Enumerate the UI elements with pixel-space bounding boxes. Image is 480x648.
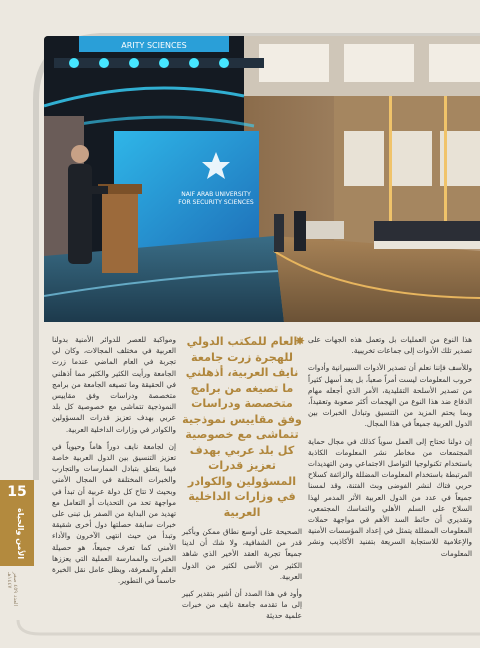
page-number: 15 bbox=[7, 484, 27, 500]
article-column-right bbox=[308, 334, 472, 565]
section-tab bbox=[0, 480, 34, 566]
paragraph: وللأسف فإننا نعلم أن تصدير الأدوات السيبرانية وأدوات حروب المعلومات ليست أمراً صعباً، بل يعد أسهل كثيراً من تصدير الأسلحة التقليدية، الأمر الذي أجعله مهام الدفاع ضد هذا النوع من الهجمات أكثر صعوبة وتعقيداً، وبما يحتم المزيد من التنسيق وتبادل الخبرات بين الدول العربية جميعاً في هذا المجال. bbox=[308, 363, 472, 429]
screen-banner-text: ARITY SCIENCES bbox=[121, 41, 187, 50]
paragraph: إن لجامعة نايف دوراً هاماً وحيوياً في تعزيز التنسيق بين الدول العربية خاصة فيما يتعلق بتبادل الممارسات والتجارب والخبرات المختلفة في المجال الأمني وبحيث لا تتاح كل دولة عربية أن تبدأ في مواجهة تحد من التحديات أو التعامل مع تهديد من البداية من الصفر بل تبنى على خبرات سابقة حصلتها دول أخرى شقيقة وتبدأ من حيث انتهى الآخرون والأداء الأمني كما تعرف جميعاً، هو حصيلة الخبرات والممارسة العملية التي يعززها العلم والمعرفة، ويظل عامل نقل الخبرة حاسماً في التطوير. bbox=[52, 441, 176, 586]
article-column-middle bbox=[182, 334, 302, 628]
issue-text: العدد ٤٥٩ صفر ١٤٤٧هـ bbox=[6, 572, 18, 607]
pull-quote: العام للمكتب الدولي للهجرة زرت جامعة نايف العربية، أذهلني ما تصيغه من برامج متخصصة ودراسات وفق مقاييس نموذجية تتماشى مع خصوصية كل بلد عربي بهدف تعزيز قدرات المسؤولين والكوادر في وزارات الداخلية العربية bbox=[182, 335, 302, 519]
paragraph: وأود في هذا الصدد أن أشير بتقدير كبير إلى ما تقدمه جامعة نايف من خبرات علمية حديثة bbox=[182, 589, 302, 621]
section-label: الأمن والحياة bbox=[16, 508, 25, 560]
paragraph: ومواكبة للعصر للدوائر الأمنية بدولنا العربية في مختلف المجالات، وكان لي تجربة في العام الماضي عندما زرت الجامعة ورأيت الكثير والكثير مما أذهلني في الحقيقة وما تصيغه الجامعة من برامج متخصصة ودراسات وفق مقاييس النموذجية تتماشى مع خصوصية كل بلد عربي بهدف تعزيز قدرات المسؤولين والكوادر في وزارات الداخلية العربية. bbox=[52, 335, 176, 434]
paragraph: الصحيحة على أوسع نطاق ممكن وبأكبر قدر من الشفافية، ولا شك أن لدينا جميعاً تجربة العقد الأخير الذي شاهد الكثير من الأسى لكثير من الدول العربية. bbox=[182, 527, 302, 581]
paragraph: هذا النوع من العمليات بل وتعمل هذه الجهات على تصدير تلك الأدوات إلى جماعات تخريبية. bbox=[308, 335, 472, 356]
screen-title-line1: NAIF ARAB UNIVERSITY bbox=[181, 191, 251, 198]
event-photo bbox=[44, 36, 480, 322]
quote-star-icon: ✸ bbox=[295, 334, 306, 348]
screen-title-line2: FOR SECURITY SCIENCES bbox=[178, 199, 254, 206]
paragraph: إن دولنا تحتاج إلى العمل سوياً كذلك في مجال حماية المجتمعات من مخاطر نشر المعلومات الكاذبة باستخدام تكنولوجيا التواصل الاجتماعي ومن التهديدات المرتبطة باستخدام المعلومات المضللة والزائفة كسلاح حربي فتاك لنشر الفوضى وبث الفتنة، وقد لمسنا جميعاً في عدد من الدول العربية الأثر المدمر لهذا السلاح على السلم الأهلي والتماسك المجتمعي، وتقديري أن حائط السد الأهم في مواجهة حملات المعلومات المضللة يتمثل في إعداد المؤسسات الأمنية والإعلامية للاستجابة السريعة بتفنيد الأكاذيب ونشر المعلومات bbox=[308, 436, 472, 558]
article-column-left bbox=[52, 334, 176, 592]
